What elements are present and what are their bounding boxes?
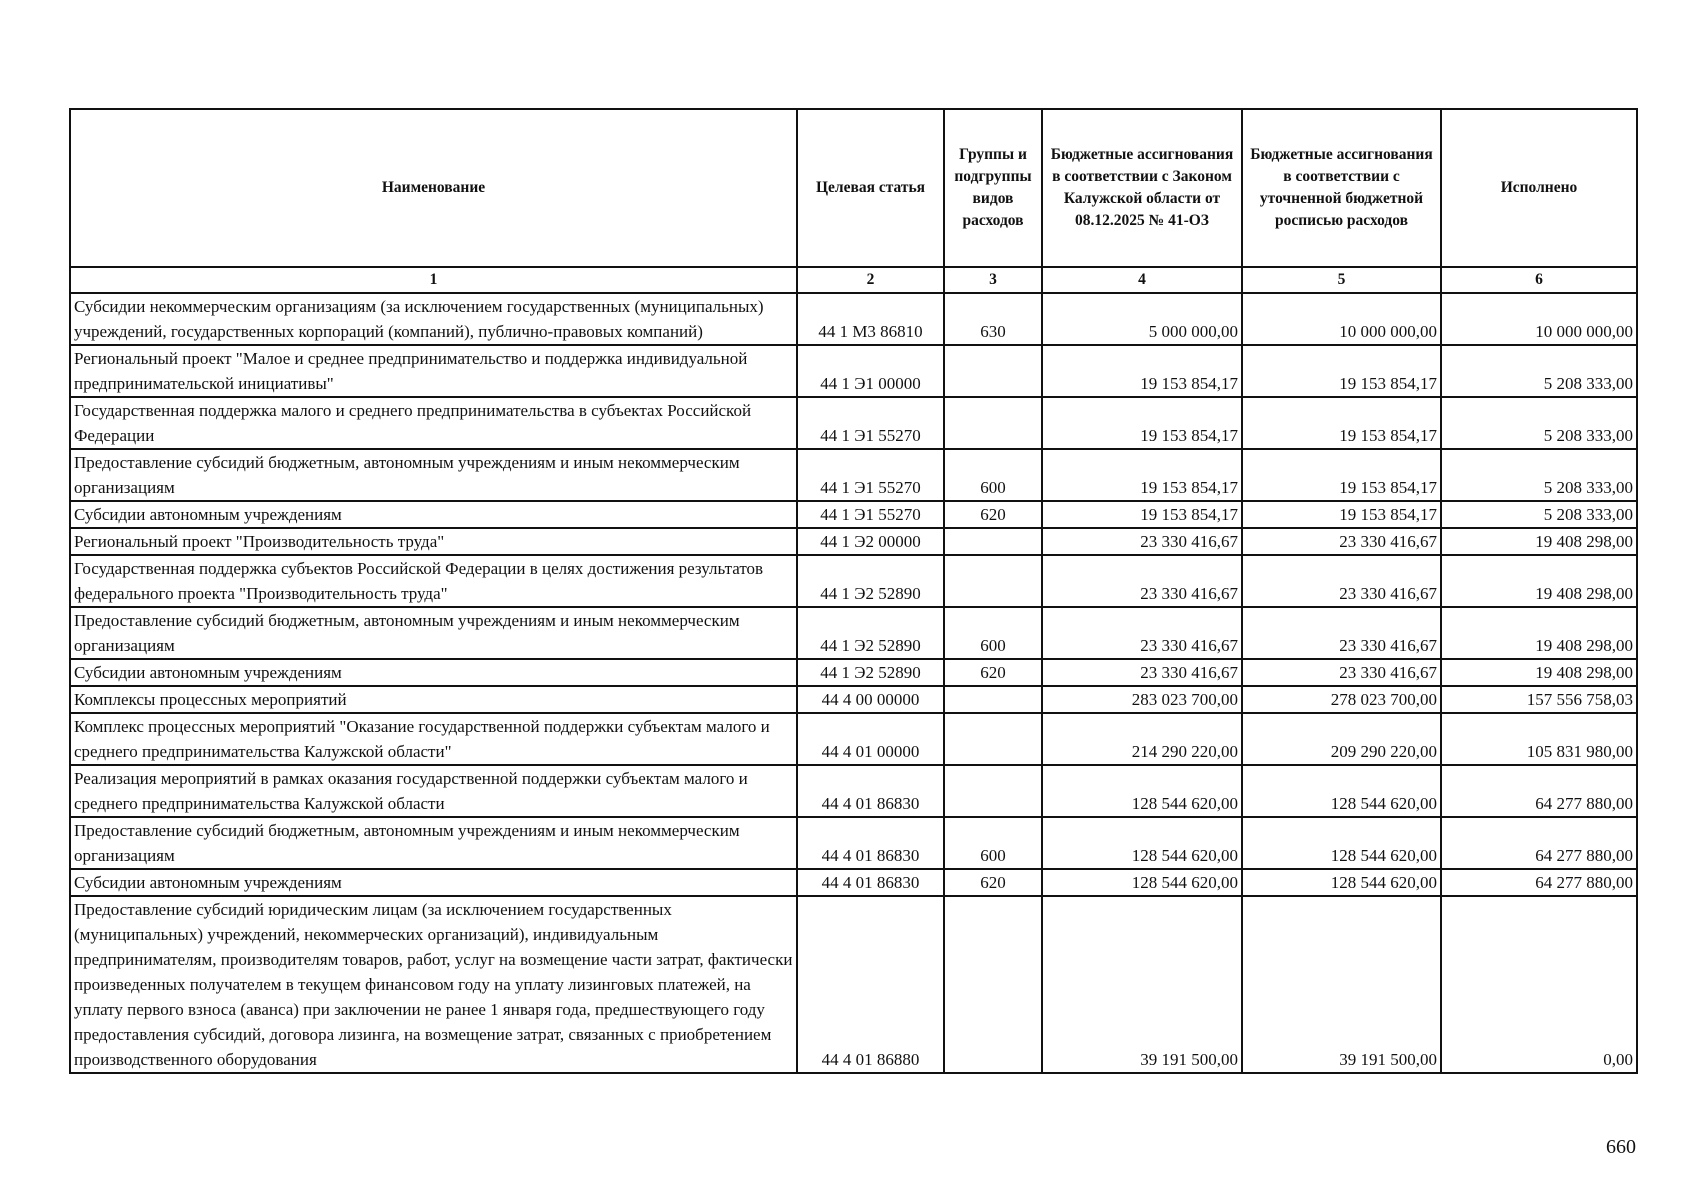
row-expense-group <box>944 397 1042 449</box>
column-number: 3 <box>944 267 1042 293</box>
row-revised-amount: 128 544 620,00 <box>1242 817 1441 869</box>
column-number: 4 <box>1042 267 1242 293</box>
row-executed-amount: 0,00 <box>1441 896 1637 1073</box>
column-number: 2 <box>797 267 944 293</box>
row-name: Субсидии некоммерческим организациям (за исключением государственных (муниципальных) учреждений, государственных корпораций (компаний), публично-правовых компаний) <box>70 293 797 345</box>
row-executed-amount: 5 208 333,00 <box>1441 449 1637 501</box>
row-expense-group <box>944 713 1042 765</box>
row-name: Региональный проект "Малое и среднее предпринимательство и поддержка индивидуальной предпринимательской инициативы" <box>70 345 797 397</box>
row-target-article: 44 4 01 86830 <box>797 869 944 896</box>
header-law-allocations: Бюджетные ассигнования в соответствии с Законом Калужской области от 08.12.2025 № 41-ОЗ <box>1042 109 1242 267</box>
row-executed-amount: 19 408 298,00 <box>1441 607 1637 659</box>
row-target-article: 44 1 Э2 52890 <box>797 555 944 607</box>
row-expense-group: 630 <box>944 293 1042 345</box>
row-target-article: 44 4 01 86830 <box>797 817 944 869</box>
table-row <box>70 817 1637 869</box>
header-expense-groups: Группы и подгруппы видов расходов <box>944 109 1042 267</box>
row-name: Предоставление субсидий бюджетным, автономным учреждениям и иным некоммерческим организациям <box>70 449 797 501</box>
table-row <box>70 397 1637 449</box>
row-executed-amount: 19 408 298,00 <box>1441 659 1637 686</box>
row-target-article: 44 1 М3 86810 <box>797 293 944 345</box>
row-executed-amount: 5 208 333,00 <box>1441 397 1637 449</box>
row-executed-amount: 64 277 880,00 <box>1441 869 1637 896</box>
row-law-amount: 128 544 620,00 <box>1042 765 1242 817</box>
row-executed-amount: 19 408 298,00 <box>1441 528 1637 555</box>
row-name: Предоставление субсидий бюджетным, автономным учреждениям и иным некоммерческим организациям <box>70 817 797 869</box>
table-row <box>70 449 1637 501</box>
row-executed-amount: 64 277 880,00 <box>1441 817 1637 869</box>
column-number-row <box>70 267 1637 293</box>
row-target-article: 44 1 Э2 52890 <box>797 659 944 686</box>
table-row <box>70 555 1637 607</box>
row-expense-group <box>944 686 1042 713</box>
row-target-article: 44 4 01 00000 <box>797 713 944 765</box>
row-name: Реализация мероприятий в рамках оказания государственной поддержки субъектам малого и среднего предпринимательства Калужской области <box>70 765 797 817</box>
table-row <box>70 869 1637 896</box>
row-expense-group: 620 <box>944 659 1042 686</box>
row-target-article: 44 4 01 86830 <box>797 765 944 817</box>
header-revised-allocations: Бюджетные ассигнования в соответствии с уточненной бюджетной росписью расходов <box>1242 109 1441 267</box>
row-target-article: 44 1 Э1 00000 <box>797 345 944 397</box>
row-executed-amount: 5 208 333,00 <box>1441 345 1637 397</box>
table-row <box>70 713 1637 765</box>
row-target-article: 44 1 Э1 55270 <box>797 397 944 449</box>
column-number: 1 <box>70 267 797 293</box>
row-executed-amount: 64 277 880,00 <box>1441 765 1637 817</box>
row-name: Региональный проект "Производительность труда" <box>70 528 797 555</box>
row-law-amount: 5 000 000,00 <box>1042 293 1242 345</box>
row-expense-group <box>944 765 1042 817</box>
row-law-amount: 214 290 220,00 <box>1042 713 1242 765</box>
row-name: Субсидии автономным учреждениям <box>70 869 797 896</box>
row-name: Субсидии автономным учреждениям <box>70 659 797 686</box>
row-law-amount: 283 023 700,00 <box>1042 686 1242 713</box>
table-row <box>70 686 1637 713</box>
column-number: 6 <box>1441 267 1637 293</box>
row-law-amount: 19 153 854,17 <box>1042 449 1242 501</box>
row-executed-amount: 10 000 000,00 <box>1441 293 1637 345</box>
row-target-article: 44 4 01 86880 <box>797 896 944 1073</box>
row-name: Государственная поддержка малого и среднего предпринимательства в субъектах Российской Федерации <box>70 397 797 449</box>
row-revised-amount: 128 544 620,00 <box>1242 765 1441 817</box>
row-target-article: 44 1 Э1 55270 <box>797 501 944 528</box>
row-executed-amount: 105 831 980,00 <box>1441 713 1637 765</box>
column-number: 5 <box>1242 267 1441 293</box>
row-name: Государственная поддержка субъектов Российской Федерации в целях достижения результатов федерального проекта "Производительность труда" <box>70 555 797 607</box>
table-row <box>70 659 1637 686</box>
row-revised-amount: 19 153 854,17 <box>1242 397 1441 449</box>
row-expense-group: 620 <box>944 501 1042 528</box>
table-row <box>70 528 1637 555</box>
row-law-amount: 19 153 854,17 <box>1042 501 1242 528</box>
header-executed: Исполнено <box>1441 109 1637 267</box>
row-executed-amount: 157 556 758,03 <box>1441 686 1637 713</box>
row-revised-amount: 39 191 500,00 <box>1242 896 1441 1073</box>
row-law-amount: 19 153 854,17 <box>1042 345 1242 397</box>
row-law-amount: 23 330 416,67 <box>1042 607 1242 659</box>
budget-table-sheet <box>69 108 1636 1074</box>
budget-table <box>69 108 1638 1074</box>
table-row <box>70 607 1637 659</box>
row-expense-group: 600 <box>944 607 1042 659</box>
row-revised-amount: 128 544 620,00 <box>1242 869 1441 896</box>
row-expense-group <box>944 345 1042 397</box>
row-name: Предоставление субсидий бюджетным, автономным учреждениям и иным некоммерческим организациям <box>70 607 797 659</box>
row-executed-amount: 5 208 333,00 <box>1441 501 1637 528</box>
header-row <box>70 109 1637 267</box>
page-number: 660 <box>1606 1136 1636 1158</box>
row-target-article: 44 1 Э2 52890 <box>797 607 944 659</box>
row-revised-amount: 23 330 416,67 <box>1242 555 1441 607</box>
row-law-amount: 39 191 500,00 <box>1042 896 1242 1073</box>
row-law-amount: 23 330 416,67 <box>1042 555 1242 607</box>
table-row <box>70 345 1637 397</box>
row-name: Предоставление субсидий юридическим лицам (за исключением государственных (муниципальных) учреждений, некоммерческих организаций), индивидуальным предпринимателям, производителям товаров, работ, услуг на возмещение части затрат, фактически произведенных получателем в текущем финансовом году на уплату лизинговых платежей, на уплату первого взноса (аванса) при заключении не ранее 1 января года, предшествующего году предоставления субсидий, договора лизинга, на возмещение затрат, связанных с приобретением производственного оборудования <box>70 896 797 1073</box>
table-row <box>70 765 1637 817</box>
row-revised-amount: 209 290 220,00 <box>1242 713 1441 765</box>
row-revised-amount: 10 000 000,00 <box>1242 293 1441 345</box>
row-revised-amount: 23 330 416,67 <box>1242 528 1441 555</box>
row-name: Комплекс процессных мероприятий "Оказание государственной поддержки субъектам малого и среднего предпринимательства Калужской области" <box>70 713 797 765</box>
header-name: Наименование <box>70 109 797 267</box>
row-name: Субсидии автономным учреждениям <box>70 501 797 528</box>
row-expense-group: 600 <box>944 449 1042 501</box>
row-law-amount: 23 330 416,67 <box>1042 528 1242 555</box>
row-target-article: 44 1 Э2 00000 <box>797 528 944 555</box>
row-law-amount: 23 330 416,67 <box>1042 659 1242 686</box>
row-law-amount: 128 544 620,00 <box>1042 817 1242 869</box>
table-row <box>70 896 1637 1073</box>
row-revised-amount: 278 023 700,00 <box>1242 686 1441 713</box>
row-executed-amount: 19 408 298,00 <box>1441 555 1637 607</box>
row-expense-group <box>944 528 1042 555</box>
row-expense-group: 600 <box>944 817 1042 869</box>
row-revised-amount: 19 153 854,17 <box>1242 449 1441 501</box>
row-revised-amount: 19 153 854,17 <box>1242 345 1441 397</box>
row-expense-group <box>944 555 1042 607</box>
row-expense-group: 620 <box>944 869 1042 896</box>
row-name: Комплексы процессных мероприятий <box>70 686 797 713</box>
row-revised-amount: 19 153 854,17 <box>1242 501 1441 528</box>
row-target-article: 44 1 Э1 55270 <box>797 449 944 501</box>
table-row <box>70 293 1637 345</box>
row-revised-amount: 23 330 416,67 <box>1242 659 1441 686</box>
row-target-article: 44 4 00 00000 <box>797 686 944 713</box>
table-row <box>70 501 1637 528</box>
row-revised-amount: 23 330 416,67 <box>1242 607 1441 659</box>
row-law-amount: 19 153 854,17 <box>1042 397 1242 449</box>
header-target-article: Целевая статья <box>797 109 944 267</box>
row-law-amount: 128 544 620,00 <box>1042 869 1242 896</box>
row-expense-group <box>944 896 1042 1073</box>
